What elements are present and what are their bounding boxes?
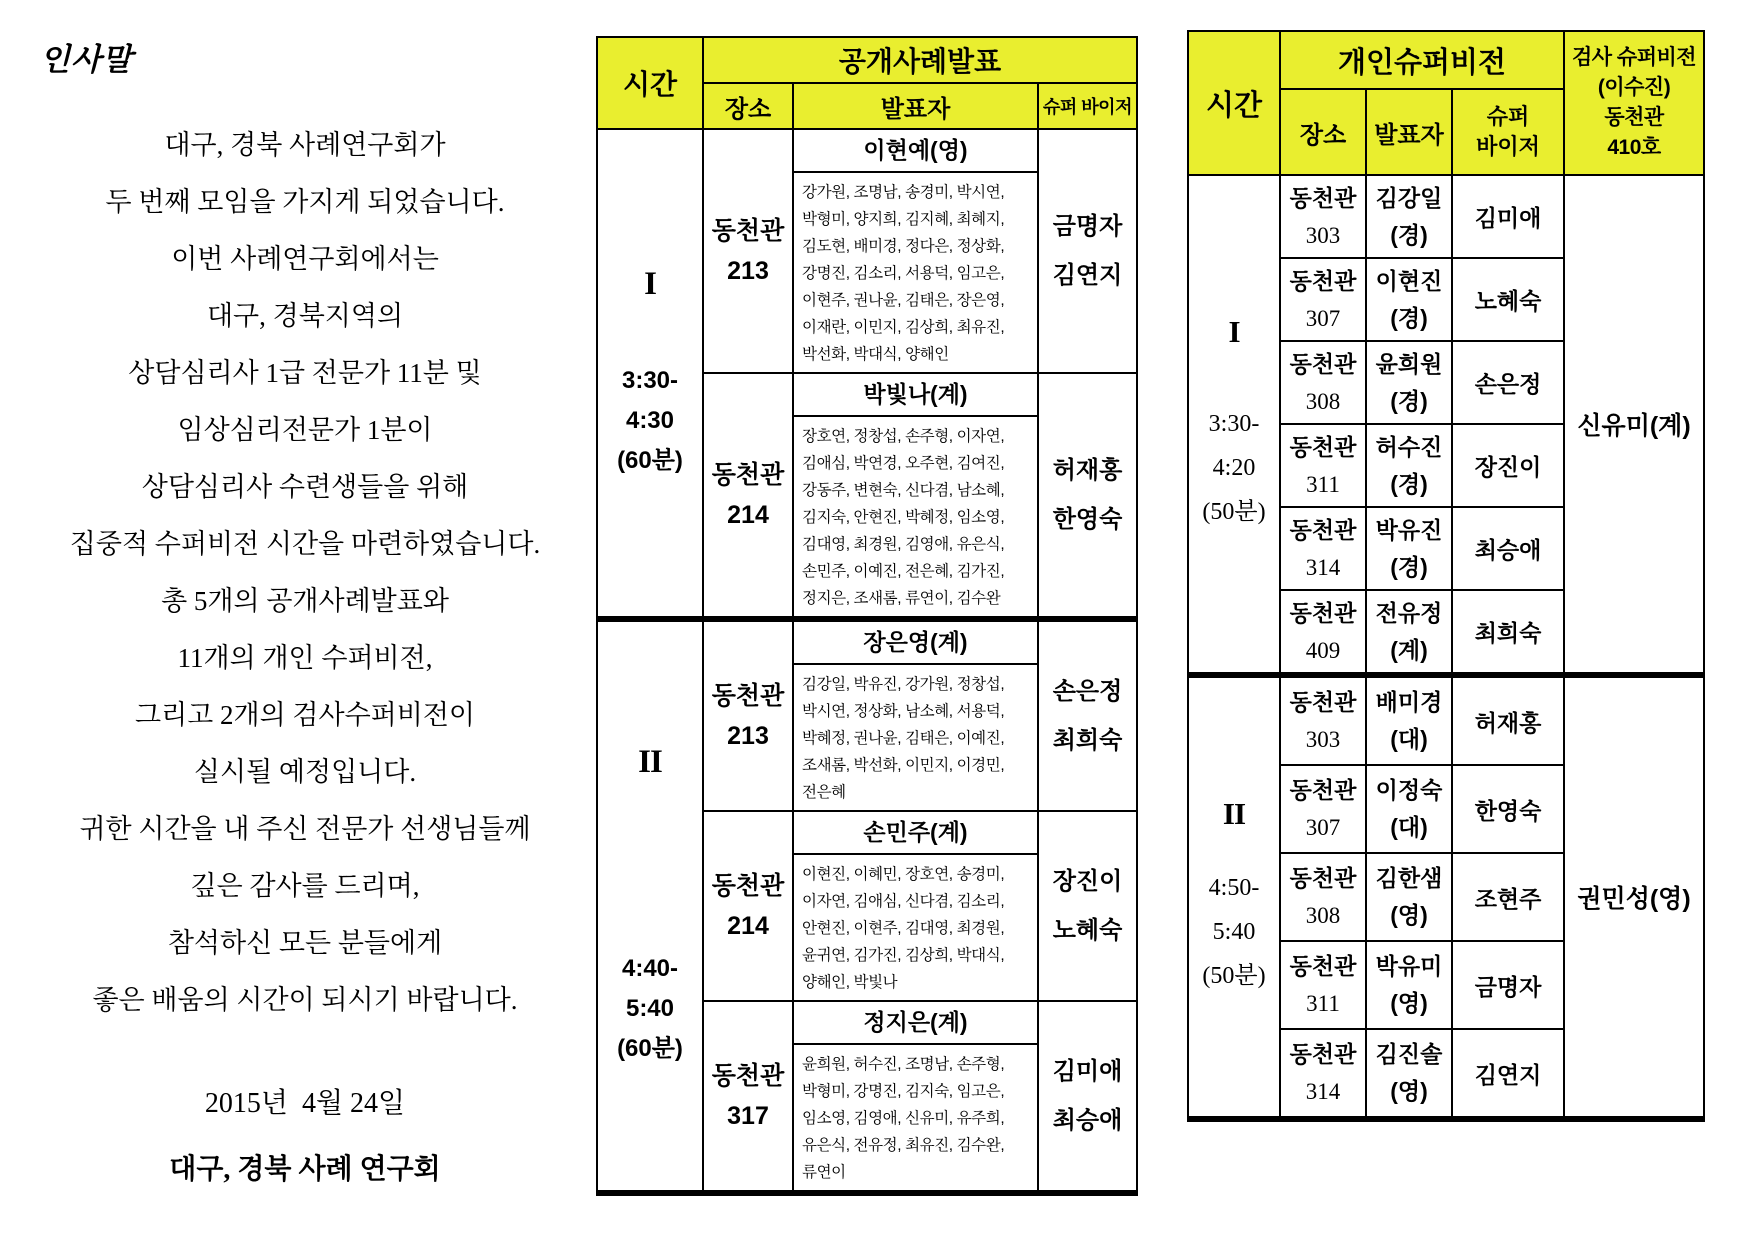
greeting-line: 실시될 예정입니다. — [193, 757, 417, 787]
presenter-cell — [793, 373, 1038, 619]
participant-line: 김도현, 배미경, 정다은, 정상화, — [802, 238, 1005, 255]
supervisor-cell: 최승애 — [1452, 507, 1564, 590]
place-building: 동천관 — [1289, 267, 1357, 294]
presenter-cell — [793, 1001, 1038, 1193]
participant-line: 박시연, 정상화, 남소혜, 서용덕, — [802, 703, 1005, 720]
place-room: 409 — [1305, 637, 1341, 663]
greeting-line: 대구, 경북 사례연구회가 — [164, 130, 446, 160]
supervisor-cell: 김연지 — [1452, 1029, 1564, 1119]
presenter-cell — [1366, 507, 1452, 590]
greeting-line: 상담심리사 수련생들을 위해 — [141, 472, 469, 502]
place-room: 311 — [1306, 991, 1340, 1016]
presenter-name: 이현진 — [1375, 267, 1443, 294]
participant-line: 이현주, 권나윤, 김태은, 장은영, — [802, 292, 1005, 309]
presenter-name: 허수진 — [1375, 433, 1443, 460]
greeting-line: 대구, 경북지역의 — [206, 301, 404, 331]
participant-line: 손민주, 이예진, 전은혜, 김가진, — [802, 563, 1005, 580]
presenter-name: 이정숙 — [1375, 777, 1443, 803]
place-column-header: 장소 — [703, 83, 793, 129]
greeting-line: 참석하신 모든 분들에게 — [167, 928, 443, 958]
place-building: 동천관 — [1289, 516, 1357, 543]
supervisor-cell: 장진이 — [1452, 424, 1564, 507]
presenter-track: (영) — [1390, 902, 1428, 928]
participant-line: 박선화, 박대식, 양해인 — [802, 346, 949, 363]
participant-line: 양해인, 박빛나 — [802, 974, 898, 991]
supervisor-name: 최승애 — [1052, 1107, 1123, 1134]
participant-list — [794, 173, 1037, 372]
session-time: 3:30- — [1208, 411, 1260, 437]
place-building: 동천관 — [1289, 953, 1357, 979]
greeting-line: 총 5개의 공개사례발표와 — [161, 586, 449, 616]
supervisor-cell: 노혜숙 — [1452, 258, 1564, 341]
supervisor-name: 금명자 — [1052, 213, 1123, 240]
place-building: 동천관 — [1289, 184, 1357, 211]
supervisor-cell — [1038, 129, 1137, 373]
session-numeral: I — [1228, 314, 1240, 349]
participant-line: 이자연, 김애심, 신다겸, 김소리, — [802, 893, 1005, 910]
exam-header-line: (이수진) — [1597, 76, 1671, 99]
presenter-cell — [1366, 175, 1452, 258]
participant-list — [794, 665, 1037, 810]
individual-supervision-table — [1187, 30, 1705, 1122]
participant-line: 박형미, 강명진, 김지숙, 임고은, — [802, 1083, 1005, 1100]
greeting-title: 인사말 — [40, 42, 133, 77]
presenter-track: (계) — [1390, 636, 1428, 663]
presenter-cell — [1366, 675, 1452, 765]
presenter-track: (대) — [1390, 726, 1428, 752]
place-room: 214 — [727, 912, 769, 940]
presenter-track: (대) — [1390, 814, 1428, 840]
supervisor-header-line: 슈퍼 — [1486, 104, 1530, 129]
presenter-track: (경) — [1390, 553, 1428, 580]
presenter-track: (경) — [1390, 387, 1428, 414]
greeting-line: 임상심리전문가 1분이 — [177, 415, 433, 445]
greeting-line: 두 번째 모임을 가지게 되었습니다. — [105, 187, 505, 217]
presenter-column-header: 발표자 — [1366, 89, 1452, 175]
supervisor-name: 김연지 — [1052, 262, 1123, 289]
supervisor-cell — [1038, 373, 1137, 619]
supervisor-cell: 손은정 — [1452, 341, 1564, 424]
public-table-header-row1 — [597, 37, 1137, 83]
presenter-name: 배미경 — [1375, 689, 1443, 715]
place-building: 동천관 — [711, 872, 785, 900]
participant-line: 김대영, 최경원, 김영애, 유은식, — [802, 536, 1005, 553]
participant-line: 박형미, 양지희, 김지혜, 최혜지, — [802, 211, 1005, 228]
session-time: 4:40-5:40 — [621, 954, 679, 1022]
presenter-cell — [793, 129, 1038, 373]
place-room: 303 — [1305, 727, 1341, 752]
participant-line: 정지은, 조새롬, 류연이, 김수완 — [802, 590, 1001, 607]
presenter-name: 박유미 — [1375, 953, 1443, 979]
participant-line: 안현진, 이현주, 김대영, 최경원, — [802, 920, 1005, 937]
participant-line: 박혜정, 권나윤, 김태은, 이예진, — [802, 730, 1005, 747]
public-case-table — [596, 36, 1138, 1196]
place-cell — [703, 811, 793, 1001]
participant-line: 김강일, 박유진, 강가원, 정창섭, — [802, 676, 1005, 693]
place-room: 307 — [1305, 305, 1341, 331]
greeting-date: 2015년 4월 24일 — [204, 1088, 406, 1119]
participant-list — [794, 417, 1037, 616]
session-duration: (50분) — [1202, 499, 1266, 525]
place-room: 308 — [1305, 903, 1341, 928]
greeting-line: 집중적 수퍼비전 시간을 마련하였습니다. — [69, 529, 541, 559]
greeting-line: 그리고 2개의 검사수퍼비전이 — [135, 700, 475, 730]
place-room: 311 — [1306, 471, 1340, 497]
presenter-name: 손민주(계) — [794, 812, 1037, 855]
place-building: 동천관 — [711, 682, 785, 710]
place-room: 307 — [1305, 815, 1341, 840]
greeting-org: 대구, 경북 사례 연구회 — [169, 1154, 441, 1185]
place-building: 동천관 — [711, 461, 785, 489]
place-building: 동천관 — [711, 1062, 785, 1090]
presenter-name: 박유진 — [1375, 516, 1443, 543]
place-cell — [703, 373, 793, 619]
session-numeral: II — [1222, 796, 1246, 831]
individual-table-title: 개인슈퍼비전 — [1280, 31, 1564, 89]
presenter-cell — [1366, 258, 1452, 341]
place-cell — [1280, 941, 1366, 1029]
public-table-title: 공개사례발표 — [703, 37, 1137, 83]
supervisor-column-header: 슈퍼 바이저 — [1038, 83, 1137, 129]
participant-line: 전은혜 — [802, 784, 846, 801]
place-room: 303 — [1305, 222, 1341, 248]
participant-line: 장호연, 정창섭, 손주형, 이자연, — [802, 428, 1005, 445]
supervisor-cell: 한영숙 — [1452, 765, 1564, 853]
presenter-track: (영) — [1390, 990, 1428, 1016]
presenter-cell — [793, 811, 1038, 1001]
presenter-cell — [1366, 341, 1452, 424]
supervisor-name: 손은정 — [1052, 678, 1123, 705]
supervisor-cell — [1038, 1001, 1137, 1193]
place-room: 213 — [727, 257, 769, 285]
place-cell — [1280, 1029, 1366, 1119]
supervisor-header-line: 바이저 — [1476, 134, 1540, 159]
presenter-name: 전유정 — [1375, 599, 1443, 626]
presenter-cell — [1366, 853, 1452, 941]
supervisor-cell: 김미애 — [1452, 175, 1564, 258]
place-cell — [1280, 507, 1366, 590]
place-cell — [1280, 590, 1366, 675]
greeting-line: 11개의 개인 수퍼비전, — [177, 643, 433, 673]
place-cell — [703, 129, 793, 373]
exam-header-line: 410호 — [1607, 136, 1661, 159]
presenter-name: 박빛나(계) — [794, 374, 1037, 417]
session-time: 4:50- — [1208, 875, 1260, 901]
participant-line: 김지숙, 안현진, 박혜정, 임소영, — [802, 509, 1005, 526]
supervisor-cell: 금명자 — [1452, 941, 1564, 1029]
greeting-section — [40, 34, 570, 1187]
session-duration: (60분) — [617, 1034, 683, 1062]
presenter-name: 김한샘 — [1375, 865, 1443, 891]
supervisor-name: 한영숙 — [1052, 506, 1123, 533]
presenter-track: (영) — [1390, 1078, 1428, 1104]
place-building: 동천관 — [1289, 433, 1357, 460]
place-room: 213 — [727, 722, 769, 750]
greeting-body — [40, 117, 570, 1029]
supervisor-name: 김미애 — [1052, 1058, 1123, 1085]
place-building: 동천관 — [1289, 1041, 1357, 1067]
place-cell — [703, 619, 793, 811]
table-row — [597, 129, 1137, 373]
presenter-cell — [1366, 1029, 1452, 1119]
session-time-cell — [1188, 175, 1280, 675]
place-room: 314 — [1305, 554, 1341, 580]
greeting-line: 깊은 감사를 드리며, — [190, 871, 420, 901]
participant-list — [794, 855, 1037, 1000]
session-time: 5:40 — [1212, 919, 1256, 945]
participant-line: 윤희원, 허수진, 조명남, 손주형, — [802, 1056, 1005, 1073]
participant-line: 윤귀연, 김가진, 김상희, 박대식, — [802, 947, 1005, 964]
supervisor-name: 노혜숙 — [1052, 917, 1123, 944]
greeting-line: 상담심리사 1급 전문가 11분 및 — [128, 358, 482, 388]
supervisor-name: 최희숙 — [1052, 727, 1123, 754]
supervisor-cell: 최희숙 — [1452, 590, 1564, 675]
presenter-cell — [1366, 424, 1452, 507]
presenter-name: 이현예(영) — [794, 130, 1037, 173]
participant-line: 류연이 — [802, 1164, 846, 1181]
session-time: 4:20 — [1212, 455, 1256, 481]
presenter-cell — [1366, 941, 1452, 1029]
table-row — [1188, 175, 1704, 258]
greeting-line: 좋은 배움의 시간이 되시기 바랍니다. — [92, 985, 518, 1015]
place-room: 314 — [1305, 1079, 1341, 1104]
presenter-track: (경) — [1390, 470, 1428, 497]
supervisor-cell: 조현주 — [1452, 853, 1564, 941]
participant-line: 임소영, 김영애, 신유미, 유주희, — [802, 1110, 1005, 1127]
participant-line: 강동주, 변현숙, 신다겸, 남소혜, — [802, 482, 1005, 499]
presenter-track: (경) — [1390, 221, 1428, 248]
place-building: 동천관 — [1289, 689, 1357, 715]
place-cell — [1280, 675, 1366, 765]
exam-header-line: 검사 슈퍼비전 — [1572, 46, 1697, 69]
place-cell — [1280, 424, 1366, 507]
place-cell — [1280, 175, 1366, 258]
place-room: 317 — [727, 1102, 769, 1130]
exam-supervisor-cell: 신유미(계) — [1564, 175, 1704, 675]
session-time: 3:30-4:30 — [621, 366, 679, 434]
supervisor-name: 허재홍 — [1052, 457, 1123, 484]
supervisor-name: 장진이 — [1052, 868, 1123, 895]
presenter-cell — [793, 619, 1038, 811]
participant-line: 강명진, 김소리, 서용덕, 임고은, — [802, 265, 1005, 282]
participant-line: 김애심, 박연경, 오주현, 김여진, — [802, 455, 1005, 472]
place-building: 동천관 — [711, 217, 785, 245]
session-numeral: II — [638, 743, 662, 780]
presenter-name: 윤희원 — [1375, 350, 1443, 377]
supervisor-cell: 허재홍 — [1452, 675, 1564, 765]
place-building: 동천관 — [1289, 865, 1357, 891]
participant-line: 조새롬, 박선화, 이민지, 이경민, — [802, 757, 1005, 774]
table-row — [1188, 675, 1704, 765]
greeting-line: 이번 사례연구회에서는 — [171, 244, 439, 274]
supervisor-cell — [1038, 811, 1137, 1001]
place-room: 214 — [727, 501, 769, 529]
session-duration: (50분) — [1202, 963, 1266, 989]
place-column-header: 장소 — [1280, 89, 1366, 175]
presenter-name: 김진솔 — [1375, 1041, 1443, 1067]
participant-line: 강가원, 조명남, 송경미, 박시연, — [802, 184, 1005, 201]
place-cell — [1280, 853, 1366, 941]
exam-header-line: 동천관 — [1604, 106, 1664, 129]
presenter-name: 김강일 — [1375, 184, 1443, 211]
supervisor-column-header — [1452, 89, 1564, 175]
time-column-header: 시간 — [597, 37, 703, 129]
presenter-name: 장은영(계) — [794, 622, 1037, 665]
participant-list — [794, 1045, 1037, 1190]
presenter-column-header: 발표자 — [793, 83, 1038, 129]
session-time-cell — [597, 619, 703, 1193]
place-cell — [1280, 341, 1366, 424]
exam-supervisor-cell: 권민성(영) — [1564, 675, 1704, 1119]
place-cell — [703, 1001, 793, 1193]
participant-line: 유은식, 전유정, 최유진, 김수완, — [802, 1137, 1005, 1154]
table-row — [597, 619, 1137, 811]
session-time-cell — [597, 129, 703, 619]
place-building: 동천관 — [1289, 599, 1357, 626]
exam-supervision-header — [1564, 31, 1704, 175]
greeting-line: 귀한 시간을 내 주신 전문가 선생님들께 — [79, 814, 531, 844]
individual-table-header-row1 — [1188, 31, 1704, 89]
place-room: 308 — [1305, 388, 1341, 414]
presenter-track: (경) — [1390, 304, 1428, 331]
place-building: 동천관 — [1289, 777, 1357, 803]
place-building: 동천관 — [1289, 350, 1357, 377]
participant-line: 이재란, 이민지, 김상희, 최유진, — [802, 319, 1005, 336]
place-cell — [1280, 258, 1366, 341]
participant-line: 이현진, 이혜민, 장호연, 송경미, — [802, 866, 1005, 883]
session-time-cell — [1188, 675, 1280, 1119]
place-cell — [1280, 765, 1366, 853]
time-column-header: 시간 — [1188, 31, 1280, 175]
supervisor-cell — [1038, 619, 1137, 811]
presenter-cell — [1366, 765, 1452, 853]
session-numeral: I — [644, 265, 656, 302]
session-duration: (60분) — [617, 446, 683, 474]
presenter-cell — [1366, 590, 1452, 675]
presenter-name: 정지은(계) — [794, 1002, 1037, 1045]
